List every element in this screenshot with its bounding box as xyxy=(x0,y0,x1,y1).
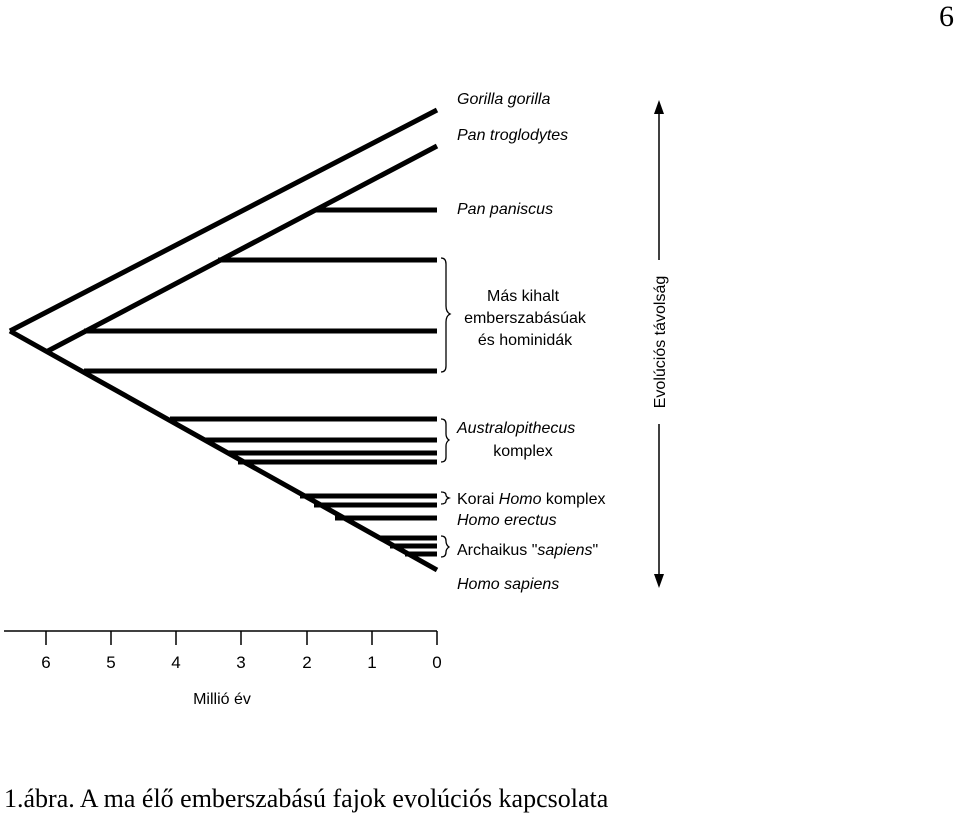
distance-axis-label: Evolúciós távolság xyxy=(652,275,669,409)
taxa-labels xyxy=(456,91,606,593)
tick-label: 1 xyxy=(367,653,377,672)
label-extinct-line2: emberszabásúak xyxy=(464,310,586,327)
time-axis xyxy=(4,631,442,708)
label-archaic-sapiens: Archaikus "sapiens" xyxy=(457,542,599,559)
tick-label: 0 xyxy=(432,653,442,672)
label-extinct-line3: és hominidák xyxy=(477,332,573,349)
label-gorilla: Gorilla gorilla xyxy=(457,91,551,108)
label-extinct-line1: Más kihalt xyxy=(486,288,560,305)
group-braces xyxy=(441,258,450,557)
label-pan-paniscus: Pan paniscus xyxy=(457,201,554,218)
label-australopithecus: Australopithecus xyxy=(457,420,576,437)
label-homo-erectus: Homo erectus xyxy=(457,512,557,529)
brace-extinct xyxy=(441,258,450,372)
branch-pan-main xyxy=(46,146,437,352)
tick-label: 3 xyxy=(236,653,246,672)
branch-gorilla xyxy=(10,110,437,331)
tick-label: 6 xyxy=(41,653,51,672)
label-australopithecus-komplex: komplex xyxy=(493,443,553,460)
label-homo-sapiens: Homo sapiens xyxy=(457,576,560,593)
label-early-homo: Korai Homo komplex xyxy=(457,491,606,508)
figure-caption: 1.ábra. A ma élő emberszabású fajok evolúciós kapcsolata xyxy=(4,784,609,813)
tick-label: 5 xyxy=(106,653,116,672)
label-pan-troglodytes: Pan troglodytes xyxy=(457,127,569,144)
brace-early-homo xyxy=(441,492,449,504)
arrow-down-icon xyxy=(654,574,664,588)
brace-australopithecus xyxy=(441,419,449,462)
page-number: 6 xyxy=(939,0,954,33)
arrow-up-icon xyxy=(654,100,664,114)
tick-label: 4 xyxy=(171,653,181,672)
brace-archaic xyxy=(441,536,449,557)
tree-branches xyxy=(10,110,437,570)
time-axis-label: Millió év xyxy=(193,691,251,708)
evolutionary-distance-axis xyxy=(652,100,669,588)
tick-label: 2 xyxy=(302,653,312,672)
